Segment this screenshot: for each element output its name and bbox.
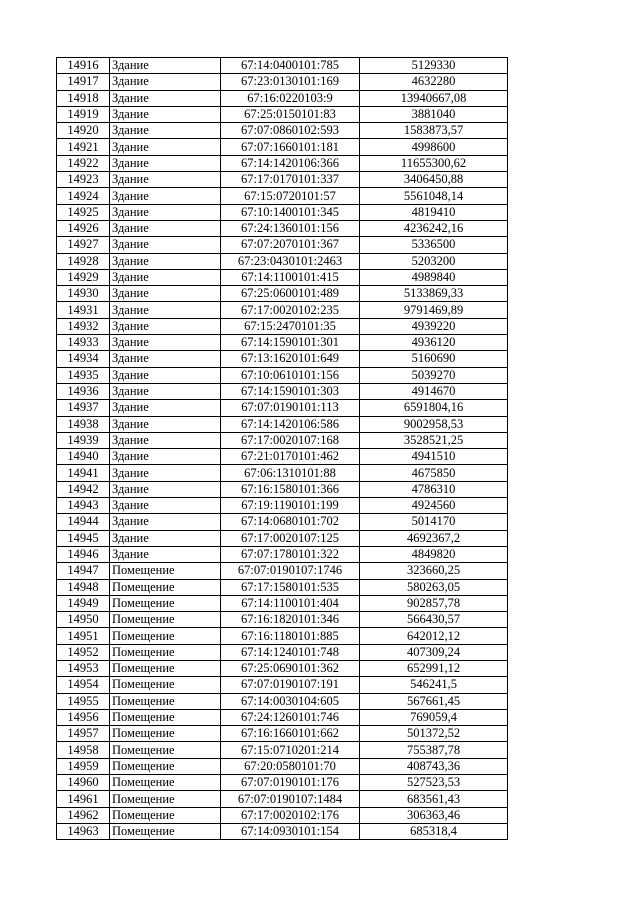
row-number-cell: 14919 [57,106,110,122]
cadastral-number-cell: 67:13:1620101:649 [221,351,360,367]
object-type-cell: Помещение [110,628,221,644]
cadastral-value-cell: 4998600 [360,139,508,155]
object-type-cell: Здание [110,498,221,514]
cadastral-value-cell: 769059,4 [360,709,508,725]
document-page [56,57,507,840]
row-number-cell: 14936 [57,383,110,399]
row-number-cell: 14951 [57,628,110,644]
row-number-cell: 14955 [57,693,110,709]
row-number-cell: 14956 [57,709,110,725]
object-type-cell: Здание [110,123,221,139]
cadastral-number-cell: 67:14:1590101:301 [221,335,360,351]
cadastral-number-cell: 67:14:0030104:605 [221,693,360,709]
row-number-cell: 14949 [57,595,110,611]
table-row [57,628,508,644]
cadastral-value-table [56,57,508,840]
table-row [57,498,508,514]
row-number-cell: 14927 [57,237,110,253]
object-type-cell: Помещение [110,791,221,807]
table-row [57,286,508,302]
cadastral-value-cell: 4936120 [360,335,508,351]
table-row [57,612,508,628]
table-row [57,367,508,383]
cadastral-value-cell: 4632280 [360,74,508,90]
cadastral-number-cell: 67:14:1100101:415 [221,269,360,285]
row-number-cell: 14933 [57,335,110,351]
table-row [57,204,508,220]
object-type-cell: Здание [110,465,221,481]
row-number-cell: 14945 [57,530,110,546]
row-number-cell: 14922 [57,155,110,171]
object-type-cell: Помещение [110,709,221,725]
object-type-cell: Здание [110,383,221,399]
cadastral-number-cell: 67:16:1580101:366 [221,481,360,497]
cadastral-value-cell: 642012,12 [360,628,508,644]
cadastral-number-cell: 67:14:1420106:586 [221,416,360,432]
row-number-cell: 14923 [57,172,110,188]
object-type-cell: Здание [110,286,221,302]
cadastral-number-cell: 67:14:0680101:702 [221,514,360,530]
cadastral-value-cell: 567661,45 [360,693,508,709]
table-row [57,823,508,839]
object-type-cell: Здание [110,351,221,367]
table-row [57,253,508,269]
object-type-cell: Помещение [110,595,221,611]
object-type-cell: Здание [110,106,221,122]
row-number-cell: 14920 [57,123,110,139]
table-row [57,172,508,188]
cadastral-value-cell: 1583873,57 [360,123,508,139]
cadastral-value-cell: 501372,52 [360,726,508,742]
cadastral-number-cell: 67:20:0580101:70 [221,758,360,774]
row-number-cell: 14925 [57,204,110,220]
row-number-cell: 14947 [57,563,110,579]
object-type-cell: Помещение [110,775,221,791]
cadastral-value-cell: 685318,4 [360,823,508,839]
cadastral-value-cell: 4819410 [360,204,508,220]
table-row [57,155,508,171]
object-type-cell: Помещение [110,579,221,595]
table-row [57,269,508,285]
table-row [57,758,508,774]
table-row [57,644,508,660]
object-type-cell: Помещение [110,823,221,839]
cadastral-number-cell: 67:06:1310101:88 [221,465,360,481]
cadastral-value-cell: 9791469,89 [360,302,508,318]
table-row [57,449,508,465]
table-row [57,677,508,693]
row-number-cell: 14926 [57,220,110,236]
cadastral-number-cell: 67:07:0190107:1746 [221,563,360,579]
cadastral-value-cell: 5160690 [360,351,508,367]
table-row [57,791,508,807]
object-type-cell: Здание [110,481,221,497]
cadastral-number-cell: 67:21:0170101:462 [221,449,360,465]
table-row [57,726,508,742]
cadastral-value-cell: 11655300,62 [360,155,508,171]
table-row [57,563,508,579]
table-row [57,220,508,236]
cadastral-number-cell: 67:07:1780101:322 [221,546,360,562]
object-type-cell: Здание [110,220,221,236]
cadastral-number-cell: 67:16:1180101:885 [221,628,360,644]
cadastral-value-cell: 527523,53 [360,775,508,791]
cadastral-value-cell: 902857,78 [360,595,508,611]
cadastral-number-cell: 67:24:1360101:156 [221,220,360,236]
cadastral-number-cell: 67:17:0020107:125 [221,530,360,546]
row-number-cell: 14953 [57,660,110,676]
object-type-cell: Здание [110,269,221,285]
row-number-cell: 14918 [57,90,110,106]
row-number-cell: 14962 [57,807,110,823]
cadastral-value-cell: 408743,36 [360,758,508,774]
object-type-cell: Помещение [110,693,221,709]
cadastral-value-cell: 323660,25 [360,563,508,579]
row-number-cell: 14937 [57,400,110,416]
cadastral-value-cell: 566430,57 [360,612,508,628]
cadastral-number-cell: 67:14:1420106:366 [221,155,360,171]
object-type-cell: Помещение [110,677,221,693]
cadastral-value-cell: 652991,12 [360,660,508,676]
table-row [57,106,508,122]
row-number-cell: 14940 [57,449,110,465]
cadastral-number-cell: 67:07:0860102:593 [221,123,360,139]
object-type-cell: Здание [110,432,221,448]
object-type-cell: Здание [110,74,221,90]
row-number-cell: 14916 [57,58,110,74]
cadastral-number-cell: 67:14:1240101:748 [221,644,360,660]
object-type-cell: Здание [110,188,221,204]
row-number-cell: 14943 [57,498,110,514]
cadastral-number-cell: 67:17:1580101:535 [221,579,360,595]
table-body [57,58,508,840]
row-number-cell: 14929 [57,269,110,285]
cadastral-value-cell: 5203200 [360,253,508,269]
cadastral-number-cell: 67:07:1660101:181 [221,139,360,155]
cadastral-value-cell: 13940667,08 [360,90,508,106]
object-type-cell: Здание [110,204,221,220]
table-row [57,432,508,448]
table-row [57,807,508,823]
cadastral-value-cell: 5561048,14 [360,188,508,204]
cadastral-number-cell: 67:14:0930101:154 [221,823,360,839]
row-number-cell: 14934 [57,351,110,367]
cadastral-number-cell: 67:16:1820101:346 [221,612,360,628]
object-type-cell: Здание [110,514,221,530]
object-type-cell: Здание [110,546,221,562]
cadastral-value-cell: 9002958,53 [360,416,508,432]
cadastral-number-cell: 67:16:1660101:662 [221,726,360,742]
object-type-cell: Помещение [110,644,221,660]
cadastral-value-cell: 683561,43 [360,791,508,807]
table-row [57,188,508,204]
table-row [57,742,508,758]
table-row [57,530,508,546]
row-number-cell: 14954 [57,677,110,693]
object-type-cell: Здание [110,416,221,432]
object-type-cell: Здание [110,400,221,416]
cadastral-number-cell: 67:25:0690101:362 [221,660,360,676]
row-number-cell: 14917 [57,74,110,90]
cadastral-value-cell: 4924560 [360,498,508,514]
table-row [57,318,508,334]
table-row [57,660,508,676]
table-row [57,90,508,106]
cadastral-value-cell: 5336500 [360,237,508,253]
cadastral-value-cell: 306363,46 [360,807,508,823]
cadastral-value-cell: 546241,5 [360,677,508,693]
cadastral-value-cell: 4939220 [360,318,508,334]
cadastral-number-cell: 67:07:2070101:367 [221,237,360,253]
row-number-cell: 14963 [57,823,110,839]
cadastral-value-cell: 4786310 [360,481,508,497]
cadastral-value-cell: 5133869,33 [360,286,508,302]
row-number-cell: 14950 [57,612,110,628]
row-number-cell: 14921 [57,139,110,155]
cadastral-value-cell: 6591804,16 [360,400,508,416]
object-type-cell: Помещение [110,742,221,758]
row-number-cell: 14948 [57,579,110,595]
object-type-cell: Здание [110,90,221,106]
cadastral-value-cell: 407309,24 [360,644,508,660]
cadastral-value-cell: 580263,05 [360,579,508,595]
cadastral-number-cell: 67:15:2470101:35 [221,318,360,334]
table-row [57,74,508,90]
cadastral-value-cell: 4849820 [360,546,508,562]
cadastral-number-cell: 67:07:0190107:1484 [221,791,360,807]
row-number-cell: 14944 [57,514,110,530]
object-type-cell: Помещение [110,726,221,742]
cadastral-value-cell: 4989840 [360,269,508,285]
row-number-cell: 14930 [57,286,110,302]
object-type-cell: Здание [110,302,221,318]
cadastral-value-cell: 5014170 [360,514,508,530]
cadastral-number-cell: 67:16:0220103:9 [221,90,360,106]
object-type-cell: Здание [110,155,221,171]
table-row [57,465,508,481]
cadastral-value-cell: 755387,78 [360,742,508,758]
cadastral-value-cell: 3528521,25 [360,432,508,448]
table-row [57,383,508,399]
cadastral-number-cell: 67:17:0020107:168 [221,432,360,448]
row-number-cell: 14939 [57,432,110,448]
object-type-cell: Здание [110,367,221,383]
table-row [57,481,508,497]
table-row [57,400,508,416]
table-row [57,595,508,611]
table-row [57,514,508,530]
cadastral-value-cell: 3406450,88 [360,172,508,188]
object-type-cell: Помещение [110,807,221,823]
row-number-cell: 14931 [57,302,110,318]
row-number-cell: 14938 [57,416,110,432]
cadastral-number-cell: 67:17:0170101:337 [221,172,360,188]
cadastral-number-cell: 67:15:0720101:57 [221,188,360,204]
table-row [57,351,508,367]
table-row [57,123,508,139]
cadastral-value-cell: 4692367,2 [360,530,508,546]
row-number-cell: 14932 [57,318,110,334]
table-row [57,693,508,709]
table-row [57,416,508,432]
object-type-cell: Помещение [110,758,221,774]
row-number-cell: 14961 [57,791,110,807]
cadastral-number-cell: 67:25:0150101:83 [221,106,360,122]
cadastral-number-cell: 67:19:1190101:199 [221,498,360,514]
cadastral-value-cell: 4236242,16 [360,220,508,236]
cadastral-number-cell: 67:23:0130101:169 [221,74,360,90]
object-type-cell: Помещение [110,612,221,628]
object-type-cell: Помещение [110,563,221,579]
cadastral-value-cell: 5039270 [360,367,508,383]
cadastral-number-cell: 67:10:0610101:156 [221,367,360,383]
object-type-cell: Здание [110,530,221,546]
object-type-cell: Здание [110,237,221,253]
cadastral-number-cell: 67:17:0020102:235 [221,302,360,318]
row-number-cell: 14957 [57,726,110,742]
row-number-cell: 14935 [57,367,110,383]
cadastral-number-cell: 67:24:1260101:746 [221,709,360,725]
table-row [57,579,508,595]
row-number-cell: 14942 [57,481,110,497]
cadastral-value-cell: 5129330 [360,58,508,74]
row-number-cell: 14958 [57,742,110,758]
object-type-cell: Здание [110,58,221,74]
cadastral-number-cell: 67:07:0190107:191 [221,677,360,693]
cadastral-number-cell: 67:17:0020102:176 [221,807,360,823]
table-row [57,775,508,791]
row-number-cell: 14928 [57,253,110,269]
table-row [57,546,508,562]
object-type-cell: Здание [110,318,221,334]
row-number-cell: 14959 [57,758,110,774]
table-row [57,237,508,253]
row-number-cell: 14960 [57,775,110,791]
cadastral-number-cell: 67:25:0600101:489 [221,286,360,302]
cadastral-number-cell: 67:10:1400101:345 [221,204,360,220]
object-type-cell: Здание [110,253,221,269]
object-type-cell: Здание [110,449,221,465]
cadastral-value-cell: 4914670 [360,383,508,399]
table-row [57,58,508,74]
object-type-cell: Здание [110,335,221,351]
row-number-cell: 14941 [57,465,110,481]
object-type-cell: Помещение [110,660,221,676]
cadastral-number-cell: 67:07:0190101:113 [221,400,360,416]
table-row [57,139,508,155]
cadastral-value-cell: 4941510 [360,449,508,465]
row-number-cell: 14924 [57,188,110,204]
cadastral-number-cell: 67:15:0710201:214 [221,742,360,758]
cadastral-number-cell: 67:14:1100101:404 [221,595,360,611]
row-number-cell: 14946 [57,546,110,562]
row-number-cell: 14952 [57,644,110,660]
object-type-cell: Здание [110,172,221,188]
cadastral-number-cell: 67:14:1590101:303 [221,383,360,399]
table-row [57,335,508,351]
cadastral-number-cell: 67:23:0430101:2463 [221,253,360,269]
cadastral-number-cell: 67:07:0190101:176 [221,775,360,791]
cadastral-value-cell: 3881040 [360,106,508,122]
table-row [57,709,508,725]
cadastral-number-cell: 67:14:0400101:785 [221,58,360,74]
object-type-cell: Здание [110,139,221,155]
table-row [57,302,508,318]
cadastral-value-cell: 4675850 [360,465,508,481]
